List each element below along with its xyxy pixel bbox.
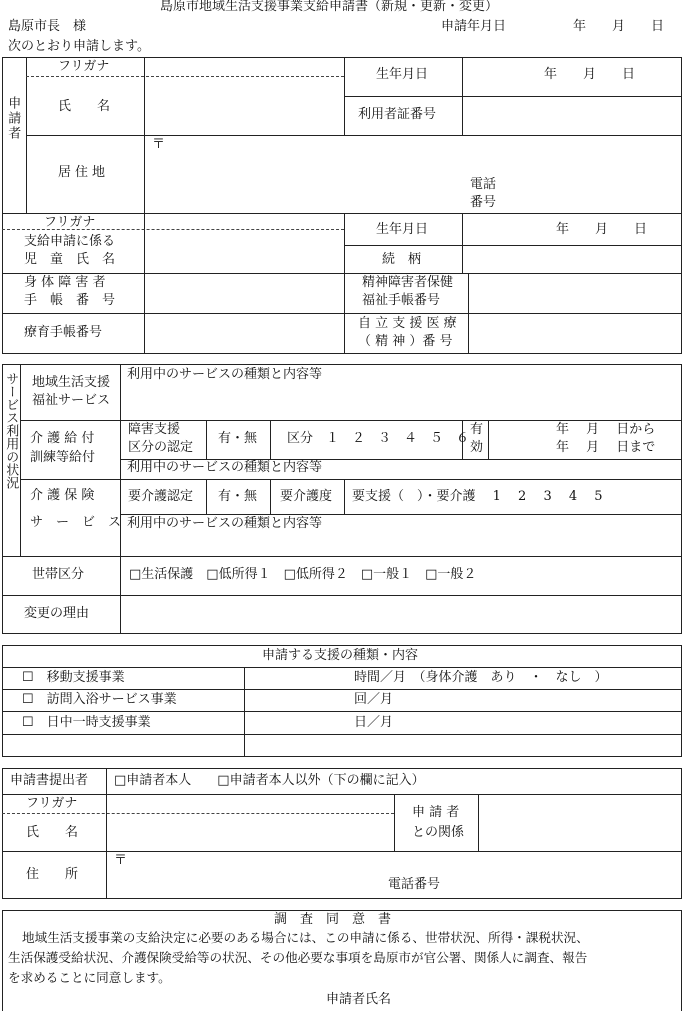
- mental-label-1: 精神障害者保健: [362, 275, 454, 290]
- submitter-relation-label-1: 申 請 者: [412, 805, 460, 820]
- kubun-scale: 区分 １ ２ ３ ４ ５ ６: [287, 431, 470, 446]
- jiritsu-label-2: （ 精 神 ）番 号: [358, 334, 453, 349]
- applicant-phone-label-2: 番号: [470, 195, 497, 210]
- submitter-name-label: 氏 名: [26, 825, 79, 840]
- submitter-phone-label: 電話番号: [388, 877, 441, 892]
- submitter-label: 申請書提出者: [10, 773, 89, 788]
- shogai-label-1: 障害支援: [128, 422, 181, 437]
- intro-text: 次のとおり申請します。: [8, 39, 150, 54]
- consent-signature-label: 申請者氏名: [326, 992, 392, 1007]
- user-cert-label: 利用者証番号: [358, 107, 437, 122]
- kaigo-hoken-label-1: 介 護 保 険: [30, 488, 95, 503]
- applicant-postal-mark: 〒: [152, 137, 166, 152]
- submitter-address-label: 住 所: [26, 867, 79, 882]
- applicant-birth-ymd: 年 月 日: [544, 67, 636, 82]
- request-row-name[interactable]: ☐ 訪問入浴サービス事業: [22, 692, 177, 707]
- consent-body-line-3: を求めることに同意します。: [8, 970, 171, 985]
- mental-label-2: 福祉手帳番号: [362, 293, 441, 308]
- chiiki-label-1: 地域生活支援: [32, 375, 111, 390]
- request-row-unit: 時間／月 （身体介護 あり ・ なし ）: [354, 670, 608, 685]
- child-birth-ymd: 年 月 日: [556, 222, 648, 237]
- yokaigo-nintei-label: 要介護認定: [128, 489, 194, 504]
- jiritsu-label-1: 自 立 支 援 医 療: [358, 316, 457, 331]
- chiiki-label-2: 福祉サービス: [32, 393, 111, 408]
- applicant-furigana-label: フリガナ: [58, 59, 110, 74]
- applicant-section-label: 申請者: [5, 96, 21, 141]
- hoken-service-content: 利用中のサービスの種類と内容等: [127, 516, 323, 531]
- household-label: 世帯区分: [32, 567, 85, 582]
- consent-body-line-1: 地域生活支援事業の支給決定に必要のある場合には、この申請に係る、世帯状況、所得・課税状況、: [22, 930, 589, 945]
- ryoiku-label: 療育手帳番号: [24, 325, 103, 340]
- applicant-phone-label-1: 電話: [470, 177, 497, 192]
- chiiki-service-content: 利用中のサービスの種類と内容等: [127, 367, 323, 382]
- request-row-name[interactable]: ☐ 日中一時支援事業: [22, 715, 151, 730]
- apply-date-label: 申請年月日: [441, 19, 507, 34]
- apply-date-ymd: 年 月 日: [573, 19, 665, 34]
- page-title: 島原市地域生活支援事業支給申請書（新規・更新・変更）: [160, 0, 499, 14]
- kaigo-kyufu-label-2: 訓練等給付: [30, 450, 96, 465]
- submitter-options[interactable]: □申請者本人 □申請者本人以外（下の欄に記入）: [114, 773, 425, 788]
- applicant-address-label: 居住地: [58, 165, 110, 180]
- applicant-name-label: 氏 名: [58, 99, 111, 114]
- kaigo-service-content: 利用中のサービスの種類と内容等: [127, 460, 323, 475]
- request-header: 申請する支援の種類・内容: [262, 648, 419, 663]
- yuko-from: 年 月 日から: [556, 422, 656, 437]
- yokaigo-umu: 有・無: [218, 489, 258, 504]
- reason-label: 変更の理由: [24, 606, 90, 621]
- yuko-to: 年 月 日まで: [556, 440, 656, 455]
- submitter-postal-mark: 〒: [114, 853, 128, 868]
- shogai-umu: 有・無: [218, 431, 258, 446]
- shogai-label-2: 区分の認定: [128, 440, 194, 455]
- addressee: 島原市長 様: [8, 19, 87, 34]
- kaigo-kyufu-label-1: 介 護 給 付: [30, 431, 95, 446]
- request-row-unit: 回／月: [354, 692, 394, 707]
- child-name-label-2: 児 童 氏 名: [24, 252, 116, 267]
- child-furigana-label: フリガナ: [44, 215, 96, 230]
- child-birth-label: 生年月日: [376, 222, 429, 237]
- relation-label: 続 柄: [382, 252, 422, 267]
- submitter-furigana-label: フリガナ: [26, 796, 78, 811]
- request-row-name[interactable]: ☐ 移動支援事業: [22, 670, 125, 685]
- consent-body-line-2: 生活保護受給状況、介護保険受給等の状況、その他必要な事項を島原市が官公署、関係人に調査、報告: [8, 950, 588, 965]
- child-name-label-1: 支給申請に係る: [24, 234, 116, 249]
- yuko-label-1: 有: [470, 422, 484, 437]
- household-options[interactable]: □生活保護 □低所得１ □低所得２ □一般１ □一般２: [129, 567, 477, 582]
- submitter-relation-label-2: との関係: [412, 825, 465, 840]
- yokaigo-scale: 要支援（ ）・要介護 1 2 3 4 5: [352, 489, 603, 504]
- applicant-birth-label: 生年月日: [376, 67, 429, 82]
- yuko-label-2: 効: [470, 440, 484, 455]
- service-section-label: サービス利用の状況: [3, 372, 19, 489]
- yokaigo-do-label: 要介護度: [280, 489, 333, 504]
- kaigo-hoken-label-2: サ ー ビ ス: [30, 515, 122, 530]
- request-row-unit: 日／月: [354, 715, 394, 730]
- consent-title: 調 査 同 意 書: [274, 912, 392, 927]
- disability-label-1: 身 体 障 害 者: [24, 275, 106, 290]
- disability-label-2: 手 帳 番 号: [24, 293, 116, 308]
